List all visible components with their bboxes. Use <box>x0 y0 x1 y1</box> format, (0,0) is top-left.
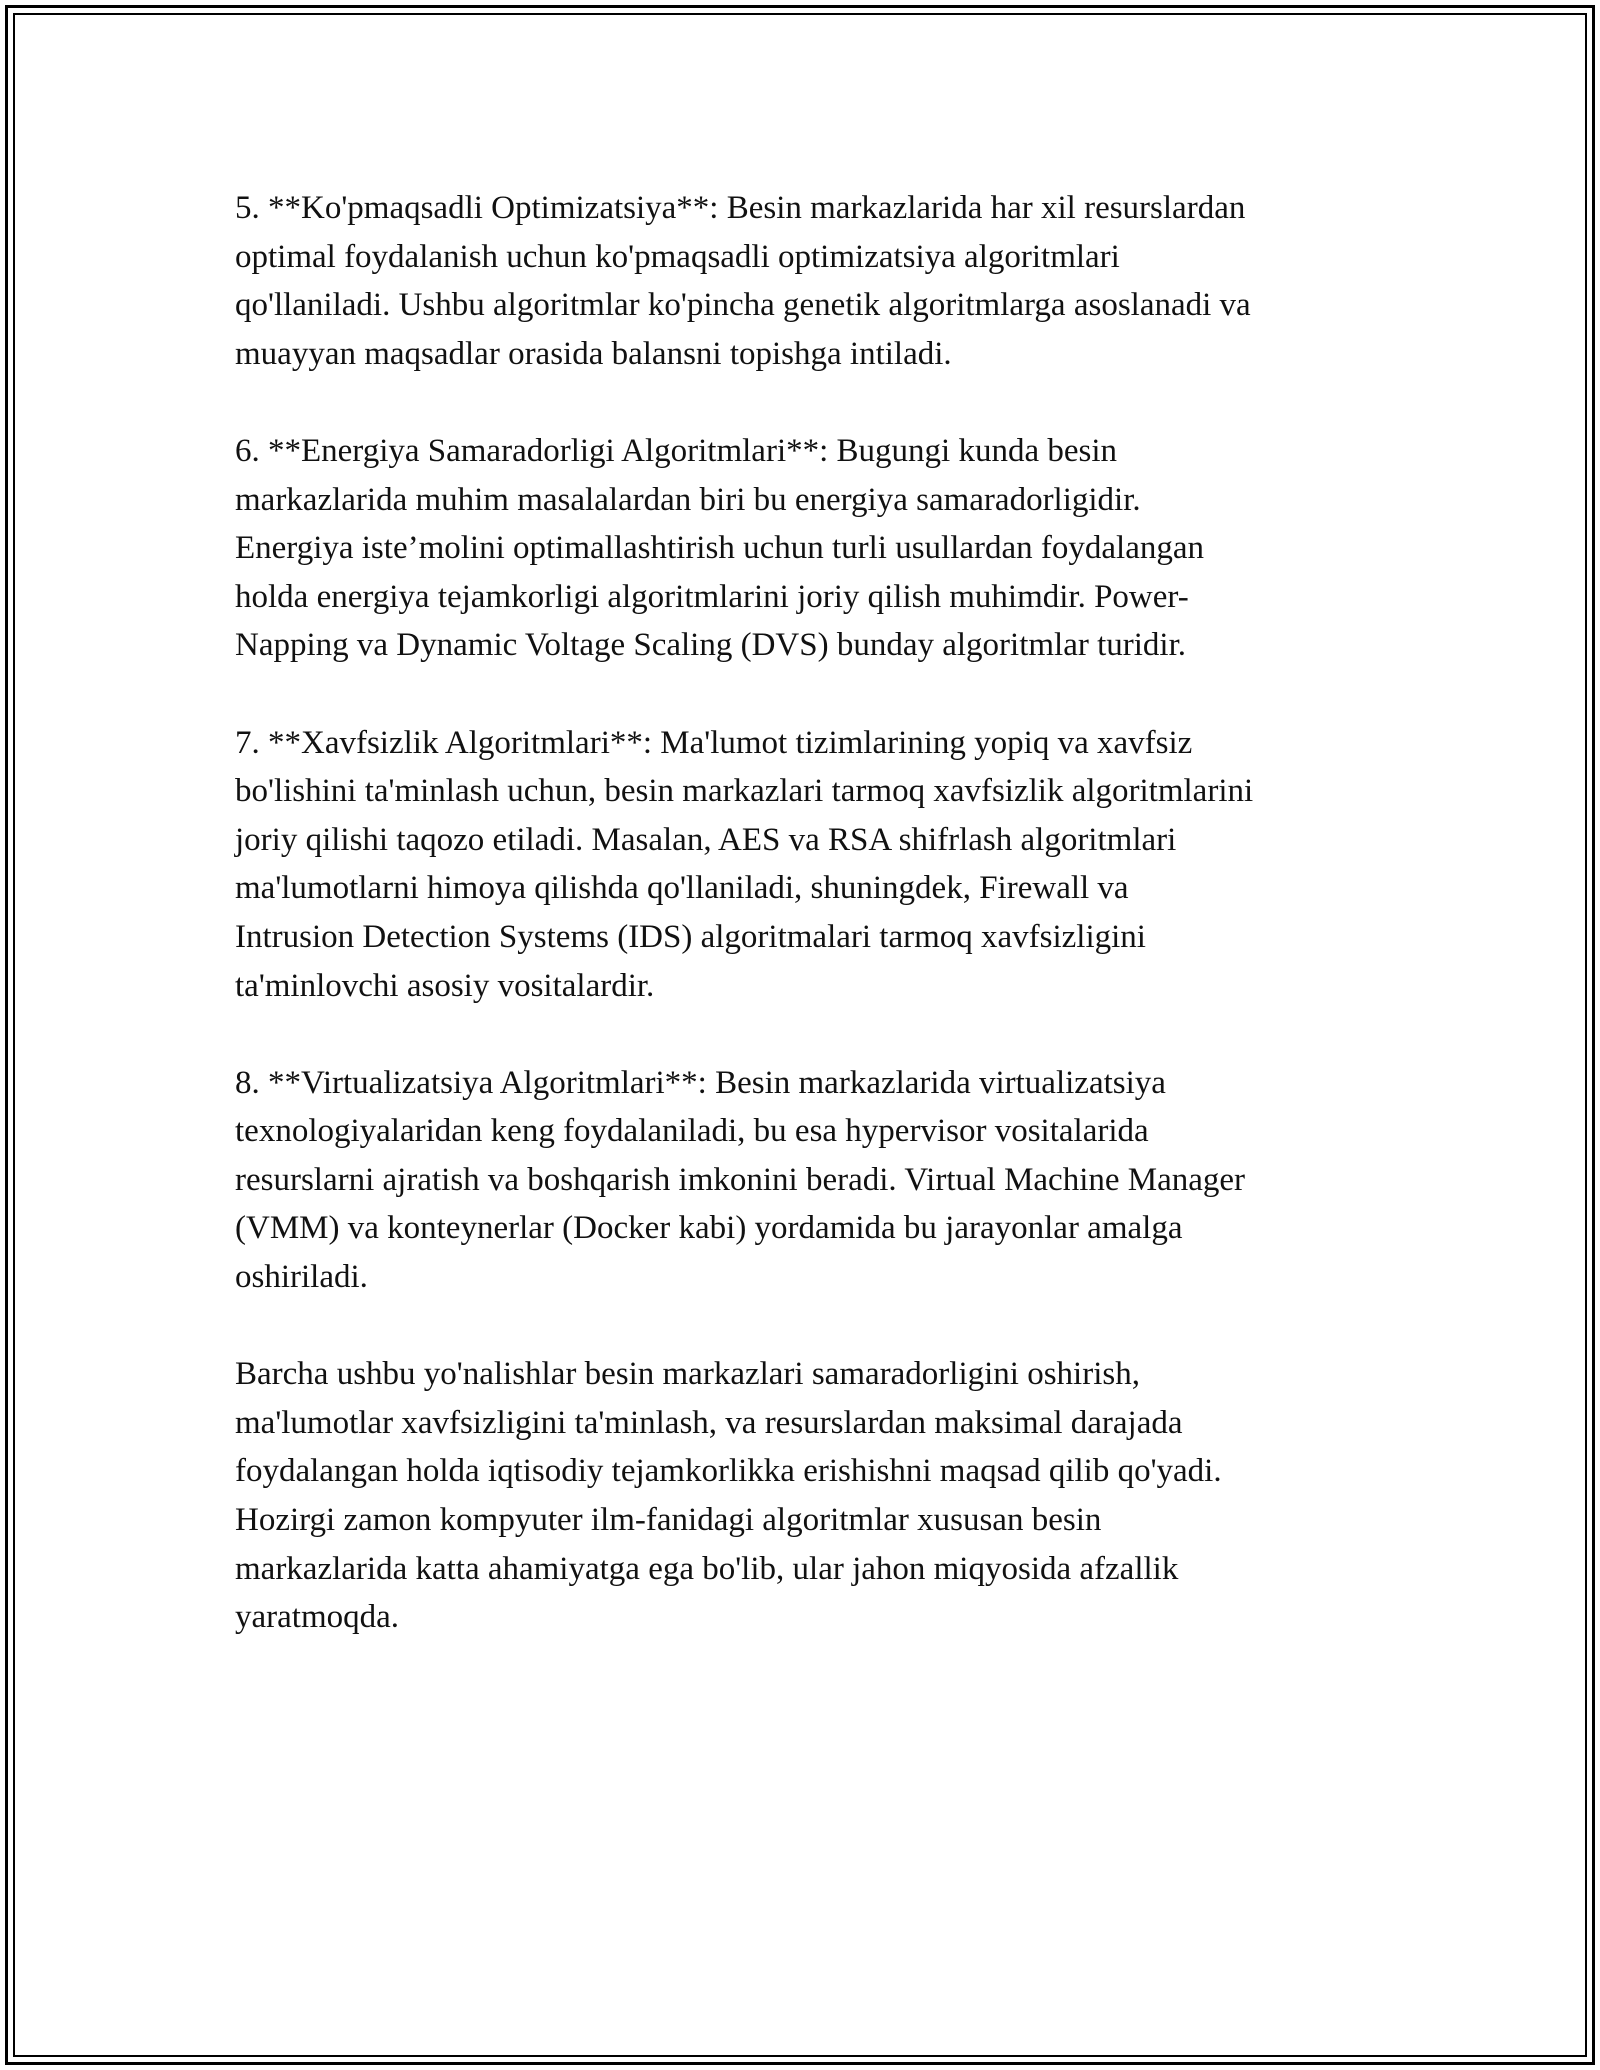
text-line: markazlarida katta ahamiyatga ega bo'lib, ular jahon miqyosida afzallik <box>235 1550 1179 1587</box>
text-line: bo'lishini ta'minlash uchun, besin markazlari tarmoq xavfsizlik algoritmlarini <box>235 773 1254 810</box>
text-line: Energiya iste’molini optimallashtirish uchun turli usullardan foydalangan <box>235 530 1205 567</box>
text-line: texnologiyalaridan keng foydalaniladi, bu esa hypervisor vositalarida <box>235 1113 1149 1150</box>
paragraph-conclusion <box>235 1350 1385 1642</box>
paragraph-security-algorithms <box>235 719 1385 1011</box>
text-line: ma'lumotlar xavfsizligini ta'minlash, va resurslardan maksimal darajada <box>235 1404 1183 1441</box>
paragraph-virtualization <box>235 1059 1385 1302</box>
text-line: 8. **Virtualizatsiya Algoritmlari**: Besin markazlarida virtualizatsiya <box>235 1064 1166 1101</box>
text-line: joriy qilishi taqozo etiladi. Masalan, AES va RSA shifrlash algoritmlari <box>235 821 1177 858</box>
text-line: Hozirgi zamon kompyuter ilm-fanidagi algoritmlar xususan besin <box>235 1502 1102 1539</box>
text-line: muayyan maqsadlar orasida balansni topishga intiladi. <box>235 335 952 372</box>
text-line: optimal foydalanish uchun ko'pmaqsadli optimizatsiya algoritmlari <box>235 238 1120 275</box>
text-line: 5. **Ko'pmaqsadli Optimizatsiya**: Besin markazlarida har xil resurslardan <box>235 190 1246 226</box>
text-line: ta'minlovchi asosiy vositalardir. <box>235 967 655 1004</box>
document-body <box>235 184 1385 1690</box>
paragraph-energy-efficiency <box>235 427 1385 670</box>
text-line: 6. **Energiya Samaradorligi Algoritmlari**: Bugungi kunda besin <box>235 432 1118 469</box>
text-line: Napping va Dynamic Voltage Scaling (DVS) bunday algoritmlar turidir. <box>235 627 1187 664</box>
text-line: Intrusion Detection Systems (IDS) algoritmalari tarmoq xavfsizligini <box>235 918 1146 955</box>
text-line: resurslarni ajratish va boshqarish imkonini beradi. Virtual Machine Manager <box>235 1161 1246 1198</box>
paragraph-multiobjective-optimization <box>235 184 1385 378</box>
text-line: foydalangan holda iqtisodiy tejamkorlikka erishishni maqsad qilib qo'yadi. <box>235 1453 1222 1490</box>
text-line: yaratmoqda. <box>235 1599 400 1636</box>
text-line: oshiriladi. <box>235 1259 368 1296</box>
text-line: 7. **Xavfsizlik Algoritmlari**: Ma'lumot tizimlarining yopiq va xavfsiz <box>235 724 1193 761</box>
text-line: markazlarida muhim masalalardan biri bu energiya samaradorligidir. <box>235 481 1141 518</box>
text-line: ma'lumotlarni himoya qilishda qo'llaniladi, shuningdek, Firewall va <box>235 870 1129 907</box>
text-line: qo'llaniladi. Ushbu algoritmlar ko'pincha genetik algoritmlarga asoslanadi va <box>235 287 1251 324</box>
text-line: Barcha ushbu yo'nalishlar besin markazlari samaradorligini oshirish, <box>235 1356 1140 1393</box>
text-line: (VMM) va konteynerlar (Docker kabi) yordamida bu jarayonlar amalga <box>235 1210 1183 1247</box>
text-line: holda energiya tejamkorligi algoritmlarini joriy qilish muhimdir. Power- <box>235 578 1189 615</box>
